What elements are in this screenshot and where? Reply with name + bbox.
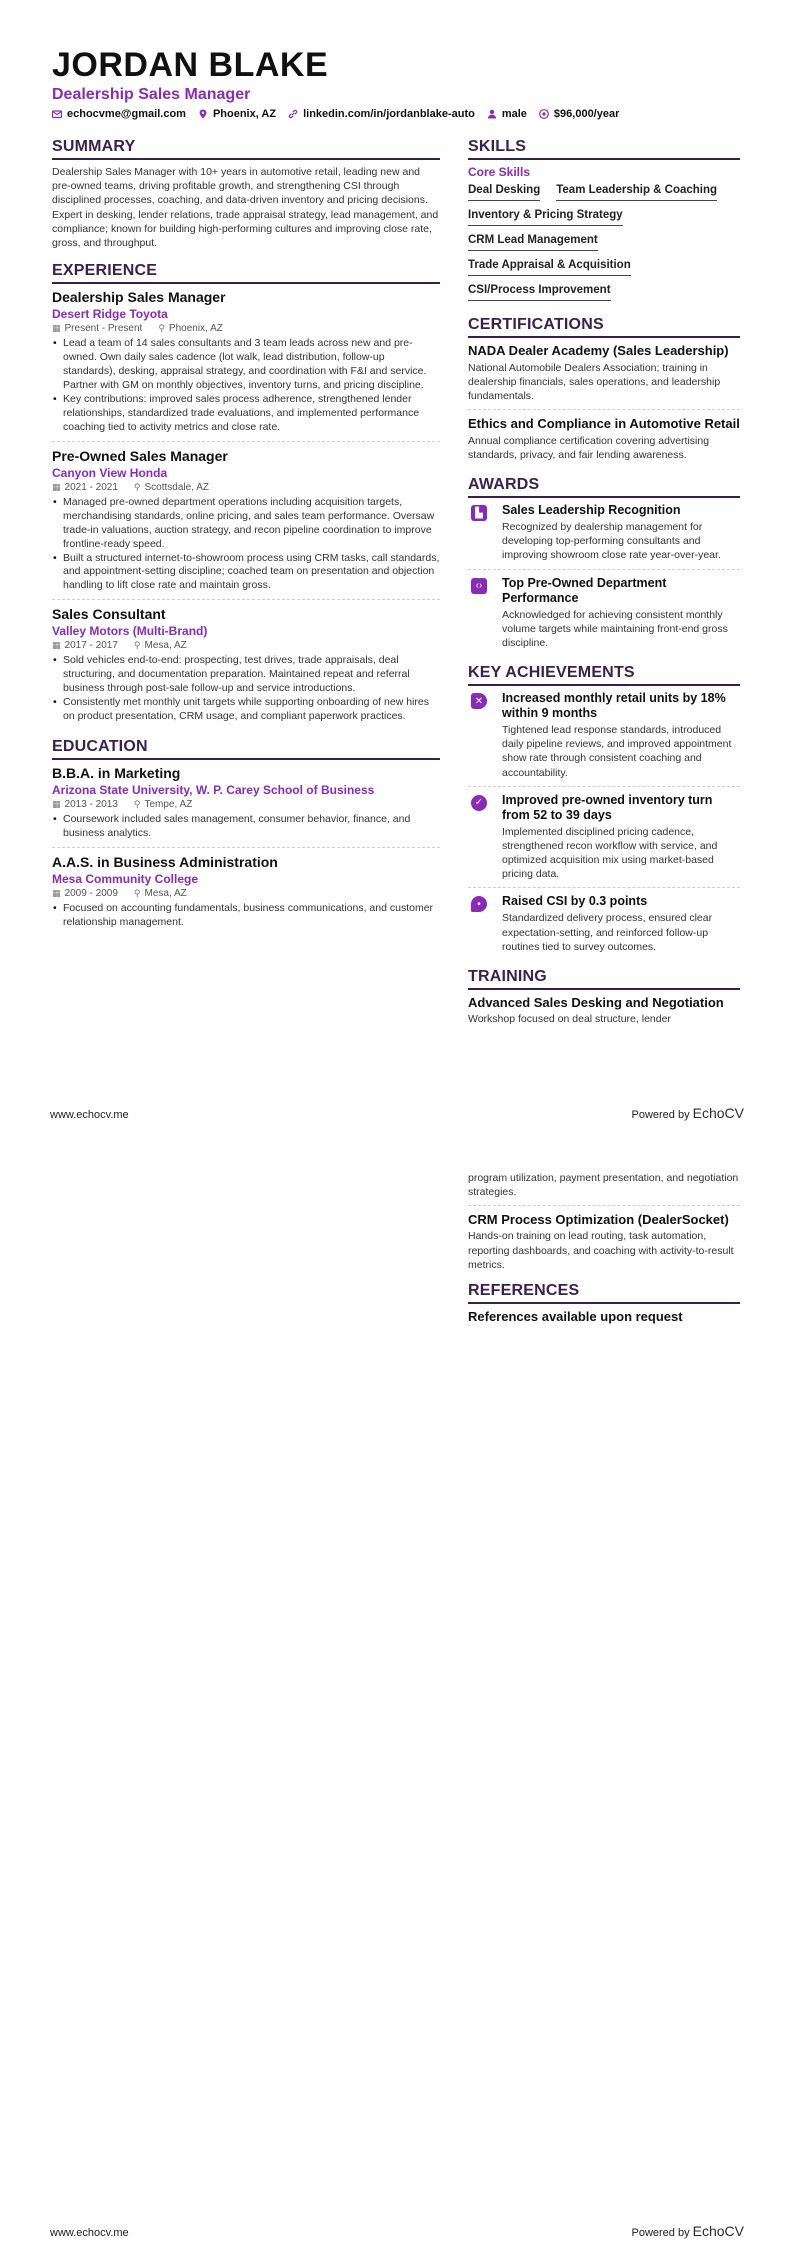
certification-desc: National Automobile Dealers Association; training in dealership financials, sales operations, and leadership fundamentals.	[468, 361, 721, 402]
education-location	[134, 888, 187, 899]
education-title: EDUCATION	[52, 738, 440, 760]
training-desc-continued: program utilization, payment presentation, and negotiation strategies.	[468, 1171, 740, 1206]
training-entry	[468, 995, 740, 1026]
skill-tag: Trade Appraisal & Acquisition	[468, 256, 631, 276]
contact-gender-text: male	[501, 108, 527, 120]
training-desc: Hands-on training on lead routing, task automation, reporting dashboards, and coaching with activity-to-result metrics.	[468, 1230, 734, 1271]
experience-entry	[52, 448, 440, 601]
achievement-icon-wrap	[468, 691, 490, 713]
footer-site-link[interactable]: www.echocv.me	[50, 1109, 129, 1121]
location-icon: ⚲	[133, 888, 141, 899]
achievement-entry	[468, 894, 740, 960]
award-body	[502, 576, 740, 651]
contact-gender	[487, 108, 527, 120]
calendar-icon: ▦	[52, 888, 61, 899]
education-location	[134, 799, 192, 810]
achievement-title: Improved pre-owned inventory turn from 52 to 39 days	[502, 792, 713, 822]
certification-name: NADA Dealer Academy (Sales Leadership)	[468, 343, 729, 358]
location-icon	[198, 109, 208, 119]
award-name: Sales Leadership Recognition	[502, 503, 681, 518]
skills-section	[468, 138, 740, 306]
award-icon-wrap	[468, 503, 490, 525]
email-icon	[52, 109, 62, 119]
location-icon: ⚲	[133, 640, 141, 651]
resume-page-2	[0, 1123, 794, 2246]
contact-bar	[52, 108, 619, 120]
school-name: Mesa Community College	[52, 872, 199, 887]
job-location-text: Scottsdale, AZ	[144, 481, 209, 493]
references-section	[468, 1282, 740, 1324]
training-desc: Workshop focused on deal structure, lender	[468, 1012, 671, 1025]
contact-email-text: echocvme@gmail.com	[67, 108, 186, 120]
contact-linkedin-text: linkedin.com/in/jordanblake-auto	[303, 108, 475, 120]
chat-bubble-icon: •	[471, 896, 487, 912]
job-title: Sales Consultant	[52, 606, 166, 623]
job-meta	[52, 482, 440, 493]
certifications-section	[468, 316, 740, 468]
candidate-name: JORDAN BLAKE	[52, 46, 329, 84]
achievement-title: Raised CSI by 0.3 points	[502, 894, 648, 909]
left-column	[52, 138, 440, 942]
certificate-icon: ▙	[471, 505, 487, 521]
experience-title: EXPERIENCE	[52, 262, 440, 284]
education-meta	[52, 799, 440, 810]
education-entry	[52, 854, 440, 936]
bullet-item: • Coursework included sales management, consumer behavior, finance, and business analytics.	[52, 813, 440, 841]
bullet-item: • Consistently met monthly unit targets while supporting onboarding of new hires on product presentation, CRM usage, and compliant paperwork practices.	[52, 696, 440, 724]
summary-paragraph-2: Expert in desking, lender relations, trade appraisal strategy, lead management, and compliance; known for building high-performing cultures and improving close rate, gross, and throughput.	[52, 208, 439, 249]
bullet-item: • Managed pre-owned department operations including acquisition targets, merchandising standards, online pricing, and sales team performance. Oversaw trade-in valuations, auction strategy, and recon pipeline coordination to improve frontline-ready speed.	[52, 496, 440, 552]
footer-powered-label: Powered by	[631, 1109, 690, 1121]
job-dates	[52, 640, 118, 651]
training-name: CRM Process Optimization (DealerSocket)	[468, 1212, 729, 1228]
education-dates-text: 2013 - 2013	[64, 799, 118, 811]
school-name: Arizona State University, W. P. Carey School of Business	[52, 783, 375, 798]
education-section	[52, 738, 440, 936]
candidate-role: Dealership Sales Manager	[52, 86, 251, 103]
achievement-desc: Standardized delivery process, ensured clear expectation-setting, and reinforced follow-up routines tied to survey outcomes.	[502, 912, 713, 953]
bullet-item: • Sold vehicles end-to-end: prospecting, test drives, trade appraisals, deal structuring, and documentation preparation. Maintained repeat and referral business through post-sale follow-up and service introductions.	[52, 654, 440, 696]
job-title: Dealership Sales Manager	[52, 289, 226, 306]
award-icon-wrap	[468, 576, 490, 598]
employer-name: Valley Motors (Multi-Brand)	[52, 624, 208, 639]
job-bullets	[52, 654, 440, 724]
skills-list	[468, 181, 740, 306]
contact-location	[198, 108, 276, 120]
employer-name: Canyon View Honda	[52, 465, 168, 480]
skill-tag: Team Leadership & Coaching	[556, 181, 717, 201]
bullet-item: • Built a structured internet-to-showroom process using CRM tasks, call standards, and appointment-setting discipline; coached team on presentation and objection handling to lift close rate and maintain gross.	[52, 552, 440, 594]
award-desc: Acknowledged for achieving consistent monthly volume targets while maintaining front-end gross discipline.	[502, 608, 728, 649]
summary-title: SUMMARY	[52, 138, 440, 160]
education-dates	[52, 888, 118, 899]
job-location	[158, 323, 223, 334]
contact-email[interactable]	[52, 108, 186, 120]
calendar-icon: ▦	[52, 481, 61, 492]
job-location	[134, 640, 187, 651]
page-footer	[50, 1105, 744, 1121]
user-icon	[487, 109, 497, 119]
contact-location-text: Phoenix, AZ	[212, 108, 277, 120]
job-dates	[52, 482, 118, 493]
achievement-icon-wrap	[468, 894, 490, 916]
training-entry	[468, 1212, 740, 1272]
tag-icon: ✕	[471, 693, 487, 709]
job-meta	[52, 323, 440, 334]
job-bullets	[52, 496, 440, 594]
education-bullets	[52, 902, 440, 930]
bullet-item: • Lead a team of 14 sales consultants and 3 team leads across new and pre-owned. Own daily sales cadence (lot walk, lead distribution, follow-up standards), desking, appraisal strategy, and coordination with F&I and service. Partner with GM on monthly objectives, inventory turns, and pricing discipline.	[52, 337, 440, 393]
education-location-text: Tempe, AZ	[144, 799, 193, 811]
experience-section	[52, 262, 440, 730]
training-section	[468, 968, 740, 1026]
achievement-desc: Implemented disciplined pricing cadence, strengthened recon workflow with service, and optimized acquisition mix using market-based pricing data.	[502, 825, 718, 881]
education-entry	[52, 765, 440, 848]
job-location-text: Phoenix, AZ	[168, 323, 223, 335]
bullet-item: • Key contributions: improved sales process adherence, strengthened lender relationships, standardized trade evaluations, and implemented performance coaching tied to activity metrics and close rate.	[52, 393, 440, 435]
page-footer	[50, 2223, 744, 2239]
check-circle-icon: ✓	[471, 795, 487, 811]
job-dates	[52, 323, 142, 334]
education-meta	[52, 888, 440, 899]
employer-name: Desert Ridge Toyota	[52, 307, 168, 322]
achievement-entry	[468, 793, 740, 889]
degree-title: A.A.S. in Business Administration	[52, 854, 278, 871]
footer-powered	[631, 1105, 744, 1121]
summary-paragraph-1: Dealership Sales Manager with 10+ years in automotive retail, leading new and pre-owned teams, driving profitable growth, and strengthening CSI through disciplined processes, coaching, and data-driven inventory and pricing decisions.	[52, 166, 428, 207]
education-bullets	[52, 813, 440, 841]
achievement-desc: Tightened lead response standards, introduced daily pipeline reviews, and improved appointment show rate through consistent coaching and accountability.	[502, 724, 732, 779]
skill-tag: Deal Desking	[468, 181, 540, 201]
achievements-section	[468, 664, 740, 960]
award-entry	[468, 503, 740, 570]
summary-section	[52, 138, 440, 250]
footer-powered-label: Powered by	[631, 2227, 690, 2239]
footer-powered	[631, 2223, 744, 2239]
location-icon: ⚲	[158, 323, 165, 334]
training-title: TRAINING	[468, 968, 740, 990]
education-dates	[52, 799, 118, 810]
training-name: Advanced Sales Desking and Negotiation	[468, 994, 724, 1010]
job-title: Pre-Owned Sales Manager	[52, 447, 228, 464]
certification-name: Ethics and Compliance in Automotive Retail	[468, 416, 740, 432]
location-icon: ⚲	[133, 799, 141, 810]
experience-entry	[52, 289, 440, 442]
award-body	[502, 503, 740, 563]
achievement-entry	[468, 691, 740, 787]
achievement-body	[502, 691, 740, 780]
job-meta	[52, 640, 440, 651]
achievements-title: KEY ACHIEVEMENTS	[468, 664, 740, 686]
footer-site-link[interactable]: www.echocv.me	[50, 2227, 129, 2239]
footer-brand: EchoCV	[692, 1105, 744, 1121]
achievement-body	[502, 793, 740, 882]
training-section-continued	[468, 1171, 740, 1272]
education-location-text: Mesa, AZ	[144, 888, 187, 900]
link-icon	[288, 109, 298, 119]
bullet-item: • Focused on accounting fundamentals, business communications, and customer relationship management.	[52, 902, 440, 930]
job-dates-text: Present - Present	[64, 323, 143, 335]
code-icon: ‹›	[471, 578, 487, 594]
certifications-title: CERTIFICATIONS	[468, 316, 740, 338]
calendar-icon: ▦	[52, 640, 61, 651]
salary-icon	[539, 109, 549, 119]
references-text: References available upon request	[468, 1308, 683, 1324]
contact-salary-text: $96,000/year	[553, 108, 620, 120]
contact-linkedin[interactable]	[288, 108, 475, 120]
achievement-icon-wrap	[468, 793, 490, 815]
right-column	[468, 138, 740, 1026]
degree-title: B.B.A. in Marketing	[52, 765, 181, 782]
location-icon: ⚲	[133, 481, 141, 492]
achievement-body	[502, 894, 740, 954]
awards-title: AWARDS	[468, 476, 740, 498]
job-location	[134, 482, 209, 493]
awards-section	[468, 476, 740, 656]
job-dates-text: 2017 - 2017	[64, 640, 118, 652]
certification-entry	[468, 343, 740, 410]
skills-title: SKILLS	[468, 138, 740, 160]
skill-tag: CRM Lead Management	[468, 231, 598, 251]
award-desc: Recognized by dealership management for developing top-performing consultants and improving showroom close rate year-over-year.	[502, 521, 721, 562]
calendar-icon: ▦	[52, 323, 61, 334]
job-location-text: Mesa, AZ	[144, 640, 187, 652]
contact-salary	[539, 108, 619, 120]
calendar-icon: ▦	[52, 799, 61, 810]
award-name: Top Pre-Owned Department Performance	[502, 575, 667, 605]
right-column-continued	[468, 1171, 740, 1326]
achievement-title: Increased monthly retail units by 18% within 9 months	[502, 691, 726, 721]
award-entry	[468, 576, 740, 657]
certification-desc: Annual compliance certification covering advertising standards, privacy, and fair lending awareness.	[468, 434, 710, 461]
education-dates-text: 2009 - 2009	[64, 888, 118, 900]
job-bullets	[52, 337, 440, 435]
skill-tag: CSI/Process Improvement	[468, 281, 611, 301]
skill-tag: Inventory & Pricing Strategy	[468, 206, 623, 226]
skills-category: Core Skills	[468, 165, 531, 179]
job-dates-text: 2021 - 2021	[64, 481, 118, 493]
footer-brand: EchoCV	[692, 2223, 744, 2239]
experience-entry	[52, 606, 440, 730]
references-title: REFERENCES	[468, 1282, 740, 1304]
certification-entry	[468, 416, 740, 468]
